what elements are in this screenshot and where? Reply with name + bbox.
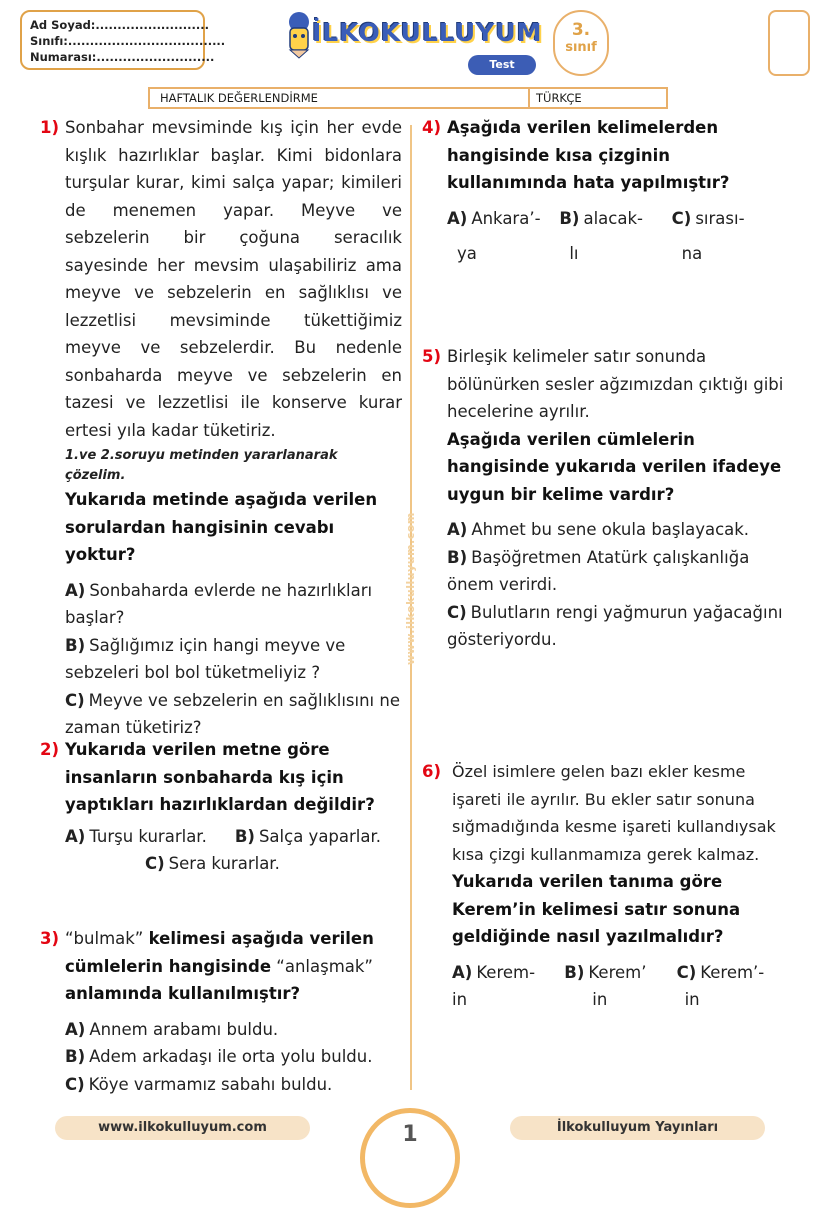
option-text: Adem arkadaşı ile orta yolu buldu. — [89, 1047, 373, 1066]
question-text: Yukarıda verilen tanıma göre Kerem’in kelimesi satır sonuna geldiğinde nasıl yazılmalıdır? — [452, 872, 741, 946]
class-field[interactable]: Sınıfı:.................................... — [30, 34, 226, 48]
option-text: Bulutların rengi yağmurun yağacağını gösteriyordu. — [447, 602, 783, 649]
question-1 — [40, 114, 402, 742]
option-key: B) — [234, 826, 255, 846]
option-text-continued: lı — [569, 244, 579, 263]
option-a[interactable] — [452, 959, 564, 1014]
option-key: C) — [671, 208, 692, 228]
option-a[interactable] — [65, 1016, 402, 1044]
topic-bar — [148, 87, 668, 109]
test-badge: Test — [468, 55, 536, 75]
option-b[interactable] — [559, 205, 671, 268]
option-key: A) — [65, 1019, 86, 1039]
option-b[interactable] — [564, 959, 676, 1014]
option-c[interactable] — [447, 599, 784, 654]
question-number: 2) — [40, 740, 60, 759]
question-text: Aşağıda verilen kelimelerden hangisinde kısa çizginin kullanımında hata yapılmıştır? — [447, 118, 730, 192]
option-key: A) — [447, 520, 468, 539]
question-4 — [422, 114, 784, 268]
option-text: Sonbaharda evlerde ne hazırlıkları başlar? — [65, 580, 373, 627]
info-text: Özel isimlere gelen bazı ekler kesme işareti ile ayrılır. Bu ekler satır sonuna sığmadığında kesme işareti kullandıysak kısa çizgi kullanmamıza gerek kalmaz. — [452, 762, 776, 864]
option-text: Kerem’- — [700, 962, 765, 982]
option-key: B) — [564, 962, 585, 982]
watermark: www.ilkokulluyum.com — [404, 512, 417, 665]
option-key: B) — [559, 208, 580, 228]
option-text: Köye varmamız sabahı buldu. — [88, 1074, 333, 1094]
option-text: Ankara’- — [471, 208, 541, 228]
question-text: Yukarıda verilen metne göre insanların sonbaharda kış için yaptıkları hazırlıklardan değildir? — [65, 740, 375, 814]
grade-word: sınıf — [565, 40, 597, 55]
name-field[interactable]: Ad Soyad:.......................... — [30, 18, 209, 32]
option-a[interactable] — [447, 516, 784, 544]
option-c[interactable] — [672, 205, 784, 268]
page-number: 1 — [402, 1122, 418, 1147]
option-key: C) — [676, 962, 697, 982]
option-key: A) — [65, 826, 86, 846]
instruction-note: 1.ve 2.soruyu metinden yararlanarak çözelim. — [65, 448, 338, 483]
option-text: Meyve ve sebzelerin en sağlıklısını ne zaman tüketiriz? — [65, 690, 400, 737]
info-text: Birleşik kelimeler satır sonunda bölünürken sesler ağzımızdan çıktığı gibi hecelerine ayrılır. — [447, 347, 784, 421]
option-text-continued: ya — [457, 244, 477, 263]
question-text: Yukarıda metinde aşağıda verilen sorulardan hangisinin cevabı yoktur? — [65, 490, 378, 564]
number-field[interactable]: Numarası:........................... — [30, 50, 215, 64]
question-number: 1) — [40, 118, 60, 137]
option-c[interactable] — [677, 959, 784, 1014]
subject-title: TÜRKÇE — [536, 91, 582, 105]
option-text-continued: na — [681, 244, 703, 263]
option-b[interactable] — [65, 1043, 402, 1071]
pencil-mascot-icon — [282, 10, 316, 58]
topic-title: HAFTALIK DEĞERLENDİRME — [160, 91, 318, 105]
question-part: kelimesi aşağıda verilen cümlelerin hangisinde — [65, 929, 374, 976]
option-text: Kerem’ — [588, 962, 647, 982]
option-key: A) — [447, 208, 468, 228]
grade-badge — [553, 10, 609, 76]
option-b[interactable] — [447, 544, 784, 599]
reading-passage: Sonbahar mevsiminde kış için her evde kışlık hazırlıklar başlar. Kimi bidonlara turşular kurar, kimi salça yapar; kimileri de menemen yapar. Meyve ve sebzelerin bir çoğuna seracılık sayesinde her mevsim ulaşabiliriz ama meyve ve sebzelerin en sağlıklısı ve lezzetlisi mevsiminde tükettiğimiz meyve ve sebzelerdir. Bu nedenle sonbaharda meyve ve sebzelerin en tazesi ve lezzetlisi ile konserve kurar ertesi yıla kadar tüketiriz. — [65, 118, 402, 440]
option-b[interactable] — [235, 823, 381, 851]
option-c[interactable] — [145, 850, 402, 878]
option-key: A) — [65, 580, 86, 600]
option-key: B) — [447, 547, 468, 567]
question-text: Aşağıda verilen cümlelerin hangisinde yukarıda verilen ifadeye uygun bir kelime vardır? — [447, 429, 782, 504]
question-3 — [40, 925, 402, 1098]
option-text: sırası- — [695, 208, 745, 228]
footer-website[interactable]: www.ilkokulluyum.com — [55, 1116, 310, 1140]
score-box — [768, 10, 810, 76]
option-text: Sağlığımız için hangi meyve ve sebzeleri bol bol tüketmeliyiz ? — [65, 635, 346, 682]
footer-publisher: İlkokulluyum Yayınları — [510, 1116, 765, 1140]
option-c[interactable] — [65, 1071, 402, 1099]
option-text-continued: in — [452, 990, 468, 1009]
option-a[interactable] — [65, 577, 402, 632]
topic-divider — [528, 89, 530, 107]
option-key: A) — [452, 962, 473, 982]
option-key: B) — [65, 635, 86, 655]
question-6 — [422, 758, 784, 1014]
option-text: Annem arabamı buldu. — [89, 1019, 279, 1039]
option-text: alacak- — [583, 208, 643, 228]
option-text-continued: in — [684, 990, 700, 1009]
logo-text: İLKOKULLUYUM — [312, 18, 543, 47]
question-5 — [422, 343, 784, 654]
question-part: anlamında kullanılmıştır? — [65, 984, 301, 1003]
option-c[interactable] — [65, 687, 402, 742]
question-number: 3) — [40, 929, 60, 948]
question-text — [65, 925, 402, 1008]
option-key: C) — [447, 602, 467, 622]
option-text-continued: in — [592, 990, 608, 1009]
option-text: Başöğretmen Atatürk çalışkanlığa önem verirdi. — [447, 547, 750, 594]
question-keyword: “anlaşmak” — [276, 956, 373, 976]
student-info-box — [20, 10, 226, 70]
question-keyword: “bulmak” — [65, 929, 144, 948]
option-text: Sera kurarlar. — [168, 854, 280, 873]
option-a[interactable] — [447, 205, 559, 268]
option-text: Ahmet bu sene okula başlayacak. — [471, 520, 750, 539]
question-number: 4) — [422, 118, 442, 137]
grade-number: 3. — [571, 20, 591, 40]
option-a[interactable] — [65, 823, 207, 851]
option-text: Salça yaparlar. — [258, 826, 382, 846]
option-text: Turşu kurarlar. — [89, 826, 207, 846]
option-text: Kerem- — [476, 962, 536, 982]
option-key: C) — [65, 690, 85, 710]
option-key: B) — [65, 1047, 86, 1066]
question-2 — [40, 736, 402, 878]
option-key: C) — [65, 1074, 85, 1094]
option-key: C) — [145, 854, 165, 873]
option-b[interactable] — [65, 632, 402, 687]
question-number: 5) — [422, 347, 442, 366]
question-number: 6) — [422, 762, 442, 781]
